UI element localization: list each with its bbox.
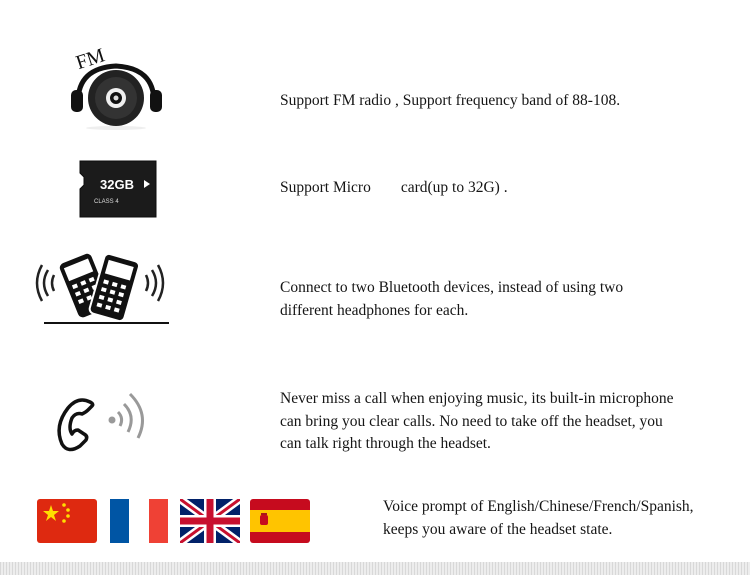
call-line-3: can talk right through the headset.	[280, 435, 491, 452]
bluetooth-line-2: different headphones for each.	[280, 301, 469, 319]
dual-phone-signal-icon	[34, 245, 174, 327]
card-capacity-label: 32GB	[100, 177, 134, 192]
micro-text-part2: card(up to 32G) .	[400, 179, 508, 196]
feature-fm	[0, 40, 750, 135]
call-line-1: Never miss a call when enjoying music, its built-in microphone	[280, 390, 674, 407]
call-description	[280, 388, 673, 456]
china-flag-icon	[37, 499, 97, 543]
card-class-label: CLASS 4	[94, 199, 119, 205]
voice-line-2: keeps you aware of the headset state.	[383, 520, 613, 538]
uk-flag-icon	[180, 499, 240, 543]
micro-sd-description	[280, 177, 508, 200]
feature-call	[0, 380, 750, 460]
phone-call-icon	[50, 382, 160, 458]
bluetooth-description	[280, 277, 623, 322]
spain-flag-icon	[250, 499, 310, 543]
fm-label: FM	[73, 44, 108, 75]
call-line-2: can bring you clear calls. No need to take off the headset, you	[280, 412, 663, 430]
feature-bluetooth	[0, 245, 750, 330]
fm-description: Support FM radio , Support frequency band of 88-108.	[280, 92, 621, 109]
bottom-divider-strip	[0, 562, 750, 575]
voice-prompt-description	[383, 496, 694, 541]
fm-radio-headphone-icon	[68, 40, 168, 130]
micro-text-part1: Support Micro	[280, 179, 371, 196]
france-flag-icon	[110, 499, 168, 543]
bluetooth-line-1: Connect to two Bluetooth devices, instead of using two	[280, 279, 624, 296]
voice-line-1: Voice prompt of English/Chinese/French/Spanish,	[383, 498, 694, 515]
feature-micro-sd	[0, 155, 750, 225]
micro-sd-card-icon	[78, 159, 160, 221]
feature-voice-prompt	[0, 490, 750, 550]
